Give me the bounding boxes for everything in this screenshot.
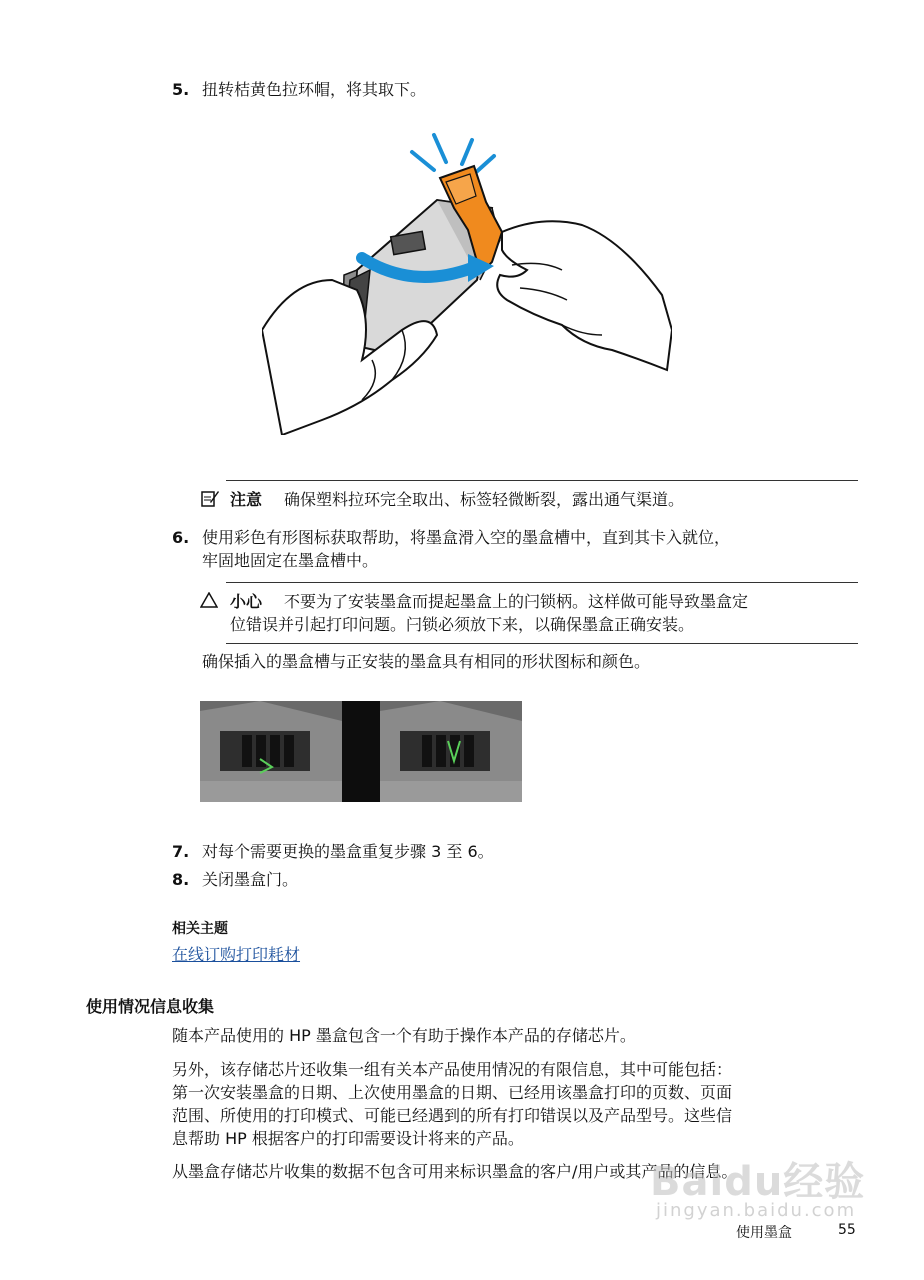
caution-triangle-icon <box>200 592 218 608</box>
section-title: 使用情况信息收集 <box>86 997 215 1016</box>
step-6-number: 6. <box>172 528 190 547</box>
section-paragraph-3: 从墨盒存储芯片收集的数据不包含可用来标识墨盒的客户/用户或其产品的信息。 <box>172 1162 738 1181</box>
section-paragraph-2-line-2: 第一次安装墨盒的日期、上次使用墨盒的日期、已经用该墨盒打印的页数、页面 <box>172 1083 733 1102</box>
step-6-line2: 牢固地固定在墨盒槽中。 <box>202 551 379 570</box>
section-paragraph-2-line-1: 另外，该存储芯片还收集一组有关本产品使用情况的有限信息，其中可能包括： <box>172 1060 733 1079</box>
step-7-text: 对每个需要更换的墨盒重复步骤 3 至 6。 <box>202 842 494 861</box>
baidu-watermark-logo: Baidu经验 <box>650 1159 866 1205</box>
step-5-number: 5. <box>172 80 190 99</box>
footer-page-number: 55 <box>838 1222 856 1238</box>
note-text: 确保塑料拉环完全取出、标签轻微断裂，露出通气渠道。 <box>284 490 685 509</box>
footer-chapter: 使用墨盒 <box>736 1225 792 1241</box>
baidu-watermark-url: jingyan.baidu.com <box>656 1200 857 1221</box>
note-icon <box>200 488 220 508</box>
caution-bottom-rule <box>226 643 858 644</box>
order-supplies-link[interactable]: 在线订购打印耗材 <box>172 945 301 964</box>
section-paragraph-2-line-3: 范围、所使用的打印模式、可能已经遇到的所有打印错误以及产品型号。这些信 <box>172 1106 733 1125</box>
section-paragraph-2-line-4: 息帮助 HP 根据客户的打印需要设计将来的产品。 <box>172 1129 524 1148</box>
caution-line2: 位错误并引起打印问题。闩锁必须放下来，以确保墨盒正确安装。 <box>230 615 695 634</box>
note-label: 注意 <box>230 490 263 509</box>
step-8-number: 8. <box>172 870 190 889</box>
caution-line1: 不要为了安装墨盒而提起墨盒上的闩锁柄。这样做可能导致墨盒定 <box>284 592 749 611</box>
step-8-text: 关闭墨盒门。 <box>202 870 299 889</box>
note-top-rule <box>226 480 858 481</box>
cartridge-cap-illustration <box>262 130 672 435</box>
section-paragraph-1: 随本产品使用的 HP 墨盒包含一个有助于操作本产品的存储芯片。 <box>172 1026 636 1045</box>
step-5-text: 扭转桔黄色拉环帽，将其取下。 <box>202 80 427 99</box>
matching-instruction: 确保插入的墨盒槽与正安装的墨盒具有相同的形状图标和颜色。 <box>202 652 651 671</box>
step-6-line1: 使用彩色有形图标获取帮助，将墨盒滑入空的墨盒槽中，直到其卡入就位， <box>202 528 731 547</box>
caution-label: 小心 <box>230 592 263 611</box>
step-7-number: 7. <box>172 842 190 861</box>
caution-top-rule <box>226 582 858 583</box>
related-topics-heading: 相关主题 <box>172 921 228 937</box>
cartridge-slot-photos <box>200 701 522 802</box>
